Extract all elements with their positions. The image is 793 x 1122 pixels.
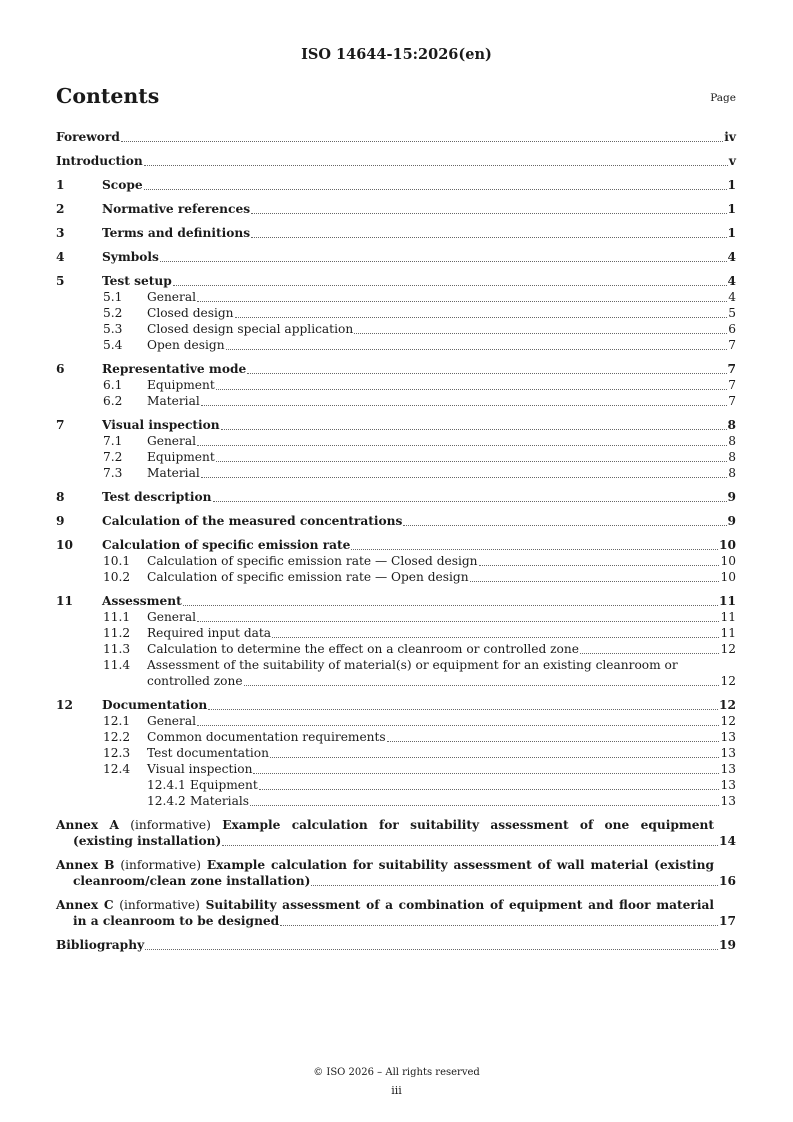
toc-entry[interactable]	[56, 305, 736, 321]
toc-title: Required input data	[147, 626, 272, 640]
leader-dots	[244, 685, 720, 686]
toc-page: 14	[719, 834, 736, 848]
toc-number: 5.2	[103, 306, 123, 320]
toc-page: 9	[727, 490, 736, 504]
leader-dots	[144, 189, 727, 190]
leader-dots	[253, 773, 719, 774]
toc-page: 4	[727, 274, 736, 288]
leader-dots	[479, 565, 720, 566]
toc-page: 17	[719, 914, 736, 928]
annex-entry[interactable]	[56, 817, 736, 849]
toc-page: 11	[720, 610, 736, 624]
toc-entry[interactable]	[56, 489, 736, 505]
toc-entry[interactable]	[56, 377, 736, 393]
copyright-notice: © ISO 2026 – All rights reserved	[313, 1067, 480, 1078]
contents-title: Contents	[56, 84, 160, 108]
toc-number: 11	[56, 594, 73, 608]
toc-entry[interactable]	[56, 593, 736, 609]
toc-number: 5.1	[103, 290, 123, 304]
toc-title: Calculation of specific emission rate — Closed design	[147, 554, 478, 568]
toc-entry[interactable]	[56, 697, 736, 713]
toc-entry[interactable]	[56, 201, 736, 217]
leader-dots	[235, 317, 728, 318]
toc-entry[interactable]	[56, 449, 736, 465]
annex-kind: (informative)	[130, 818, 211, 832]
toc-title: Documentation	[102, 698, 208, 712]
toc-page: 13	[720, 762, 736, 776]
leader-dots	[197, 725, 719, 726]
toc-title: Visual inspection	[147, 762, 253, 776]
toc-page: 13	[720, 794, 736, 808]
toc-entry[interactable]	[56, 657, 736, 689]
toc-number: 12.4.1	[147, 778, 186, 792]
toc-page: 1	[727, 178, 736, 192]
toc-page: 13	[720, 746, 736, 760]
toc-title: General	[147, 290, 196, 304]
toc-entry[interactable]	[56, 337, 736, 353]
toc-title: Test description	[102, 490, 212, 504]
annex-title: Example calculation for suitability assessment of wall material (existing	[206, 858, 715, 872]
annex-title-continued: cleanroom/clean zone installation)	[73, 874, 311, 888]
toc-entry[interactable]	[56, 729, 736, 745]
annex-entry[interactable]	[56, 897, 736, 929]
toc-entry[interactable]	[56, 153, 736, 169]
leader-dots	[354, 333, 727, 334]
annex-label: Annex A	[56, 818, 119, 832]
leader-dots	[144, 165, 728, 166]
toc-page: 5	[728, 306, 736, 320]
toc-number: 12.1	[103, 714, 131, 728]
toc-entry[interactable]	[56, 225, 736, 241]
toc-title: Scope	[102, 178, 143, 192]
toc-entry[interactable]	[56, 361, 736, 377]
toc-entry[interactable]	[56, 625, 736, 641]
leader-dots	[201, 477, 727, 478]
toc-entry[interactable]	[56, 465, 736, 481]
toc-page: 11	[720, 626, 736, 640]
leader-dots	[145, 949, 718, 950]
toc-page: 12	[720, 714, 736, 728]
toc-page: iv	[724, 130, 736, 144]
toc-number: 10.1	[103, 554, 131, 568]
leader-dots	[580, 653, 720, 654]
toc-number: 2	[56, 202, 65, 216]
toc-number: 12.4	[103, 762, 131, 776]
toc-title-continued: controlled zone	[147, 674, 243, 688]
toc-title: Open design	[147, 338, 225, 352]
toc-number: 5	[56, 274, 65, 288]
leader-dots	[197, 445, 727, 446]
annex-title-continued: (existing installation)	[73, 834, 222, 848]
leader-dots	[247, 373, 726, 374]
toc-page: 7	[728, 394, 736, 408]
toc-number: 8	[56, 490, 65, 504]
toc-title: Common documentation requirements	[147, 730, 386, 744]
leader-dots	[208, 709, 718, 710]
toc-entry[interactable]	[56, 177, 736, 193]
toc-title: Bibliography	[56, 938, 145, 952]
toc-entry[interactable]	[56, 537, 736, 553]
toc-page: 7	[727, 362, 736, 376]
toc-page: 1	[727, 226, 736, 240]
toc-page: 13	[720, 778, 736, 792]
toc-page: 10	[719, 538, 736, 552]
toc-entry[interactable]	[56, 569, 736, 585]
leader-dots	[197, 301, 727, 302]
leader-dots	[216, 389, 727, 390]
annex-title-continued: in a cleanroom to be designed	[73, 914, 280, 928]
toc-entry[interactable]	[56, 641, 736, 657]
toc-number: 7.2	[103, 450, 123, 464]
toc-title: Test setup	[102, 274, 172, 288]
toc-page: 16	[719, 874, 736, 888]
toc-title: General	[147, 434, 196, 448]
leader-dots	[221, 429, 727, 430]
toc-page: 1	[727, 202, 736, 216]
toc-page: 12	[720, 674, 736, 688]
toc-page: 7	[728, 378, 736, 392]
leader-dots	[213, 501, 727, 502]
toc-entry[interactable]	[56, 761, 736, 777]
toc-title: Normative references	[102, 202, 251, 216]
toc-entry[interactable]	[56, 777, 736, 793]
toc-page: 12	[720, 642, 736, 656]
toc-title: General	[147, 714, 196, 728]
toc-entry[interactable]	[56, 393, 736, 409]
toc-number: 6	[56, 362, 65, 376]
toc-number: 1	[56, 178, 65, 192]
toc-title: Equipment	[147, 450, 215, 464]
toc-title: Closed design	[147, 306, 234, 320]
toc-entry[interactable]	[56, 433, 736, 449]
toc-title: Assessment of the suitability of material(s) or equipment for an existing cleanroom or	[147, 658, 678, 672]
toc-title: Visual inspection	[102, 418, 220, 432]
toc-number: 11.3	[103, 642, 131, 656]
toc-entry[interactable]	[56, 513, 736, 529]
toc-title: Material	[147, 466, 200, 480]
leader-dots	[183, 605, 718, 606]
leader-dots	[259, 789, 720, 790]
toc-number: 11.1	[103, 610, 131, 624]
annex-kind: (informative)	[119, 898, 200, 912]
leader-dots	[250, 805, 719, 806]
toc-title: Material	[147, 394, 200, 408]
toc-number: 11.4	[103, 658, 131, 672]
page-number: iii	[391, 1084, 402, 1097]
annex-kind: (informative)	[120, 858, 201, 872]
leader-dots	[251, 237, 726, 238]
toc-number: 10	[56, 538, 73, 552]
toc-title: Test documentation	[147, 746, 269, 760]
leader-dots	[251, 213, 726, 214]
toc-number: 12.3	[103, 746, 131, 760]
leader-dots	[311, 885, 718, 886]
annex-label: Annex B	[56, 858, 115, 872]
document-id: ISO 14644-15:2026(en)	[301, 46, 492, 63]
leader-dots	[216, 461, 727, 462]
toc-entry[interactable]	[56, 321, 736, 337]
toc-page: 10	[720, 554, 736, 568]
toc-page: 12	[719, 698, 736, 712]
toc-entry[interactable]	[56, 553, 736, 569]
toc-number: 11.2	[103, 626, 131, 640]
toc-entry[interactable]	[56, 609, 736, 625]
toc-number: 4	[56, 250, 65, 264]
leader-dots	[470, 581, 720, 582]
toc-page: 4	[727, 250, 736, 264]
toc-title: Terms and definitions	[102, 226, 251, 240]
leader-dots	[173, 285, 727, 286]
toc-title: Calculation of specific emission rate — Open design	[147, 570, 469, 584]
toc-title: Equipment	[147, 378, 215, 392]
leader-dots	[121, 141, 723, 142]
toc-page: 11	[719, 594, 736, 608]
annex-title: Example calculation for suitability assessment of one equipment	[222, 818, 714, 832]
toc-title: Foreword	[56, 130, 120, 144]
toc-title: Equipment	[190, 778, 258, 792]
toc-page: 9	[727, 514, 736, 528]
leader-dots	[403, 525, 726, 526]
toc-number: 12.4.2	[147, 794, 186, 808]
bibliography-entry[interactable]	[56, 937, 736, 953]
leader-dots	[222, 845, 718, 846]
toc-number: 5.3	[103, 322, 123, 336]
toc-number: 6.1	[103, 378, 123, 392]
toc-page: 19	[719, 938, 736, 952]
toc-entry[interactable]	[56, 713, 736, 729]
toc-entry[interactable]	[56, 249, 736, 265]
table-of-contents	[56, 129, 736, 953]
toc-title: Calculation of specific emission rate	[102, 538, 351, 552]
toc-page: v	[728, 154, 736, 168]
leader-dots	[351, 549, 718, 550]
leader-dots	[280, 925, 718, 926]
leader-dots	[270, 757, 719, 758]
annex-label: Annex C	[56, 898, 114, 912]
toc-number: 7	[56, 418, 65, 432]
toc-entry[interactable]	[56, 793, 736, 809]
leader-dots	[226, 349, 728, 350]
toc-page: 13	[720, 730, 736, 744]
toc-title: Materials	[190, 794, 249, 808]
toc-title: Calculation of the measured concentrations	[102, 514, 403, 528]
toc-entry[interactable]	[56, 273, 736, 289]
toc-page: 8	[727, 418, 736, 432]
toc-number: 12	[56, 698, 73, 712]
toc-number: 7.3	[103, 466, 123, 480]
toc-entry[interactable]	[56, 289, 736, 305]
toc-number: 12.2	[103, 730, 131, 744]
toc-title: Assessment	[102, 594, 182, 608]
toc-page: 8	[728, 450, 736, 464]
annex-title: Suitability assessment of a combination of equipment and floor material	[205, 898, 714, 912]
toc-number: 9	[56, 514, 65, 528]
toc-number: 10.2	[103, 570, 131, 584]
toc-number: 5.4	[103, 338, 123, 352]
toc-page: 8	[728, 434, 736, 448]
leader-dots	[272, 637, 719, 638]
leader-dots	[387, 741, 720, 742]
toc-entry[interactable]	[56, 745, 736, 761]
annex-entry[interactable]	[56, 857, 736, 889]
toc-page: 6	[728, 322, 736, 336]
toc-number: 3	[56, 226, 65, 240]
leader-dots	[197, 621, 719, 622]
toc-page: 10	[720, 570, 736, 584]
toc-title: Closed design special application	[147, 322, 354, 336]
toc-number: 6.2	[103, 394, 123, 408]
toc-entry[interactable]	[56, 129, 736, 145]
toc-title: Calculation to determine the effect on a cleanroom or controlled zone	[147, 642, 579, 656]
toc-title: Introduction	[56, 154, 143, 168]
toc-entry[interactable]	[56, 417, 736, 433]
leader-dots	[201, 405, 727, 406]
toc-page: 4	[728, 290, 736, 304]
toc-page: 8	[728, 466, 736, 480]
toc-number: 7.1	[103, 434, 123, 448]
toc-page: 7	[728, 338, 736, 352]
toc-title: General	[147, 610, 196, 624]
page-column-label: Page	[710, 92, 736, 104]
leader-dots	[160, 261, 727, 262]
toc-title: Representative mode	[102, 362, 247, 376]
toc-title: Symbols	[102, 250, 159, 264]
